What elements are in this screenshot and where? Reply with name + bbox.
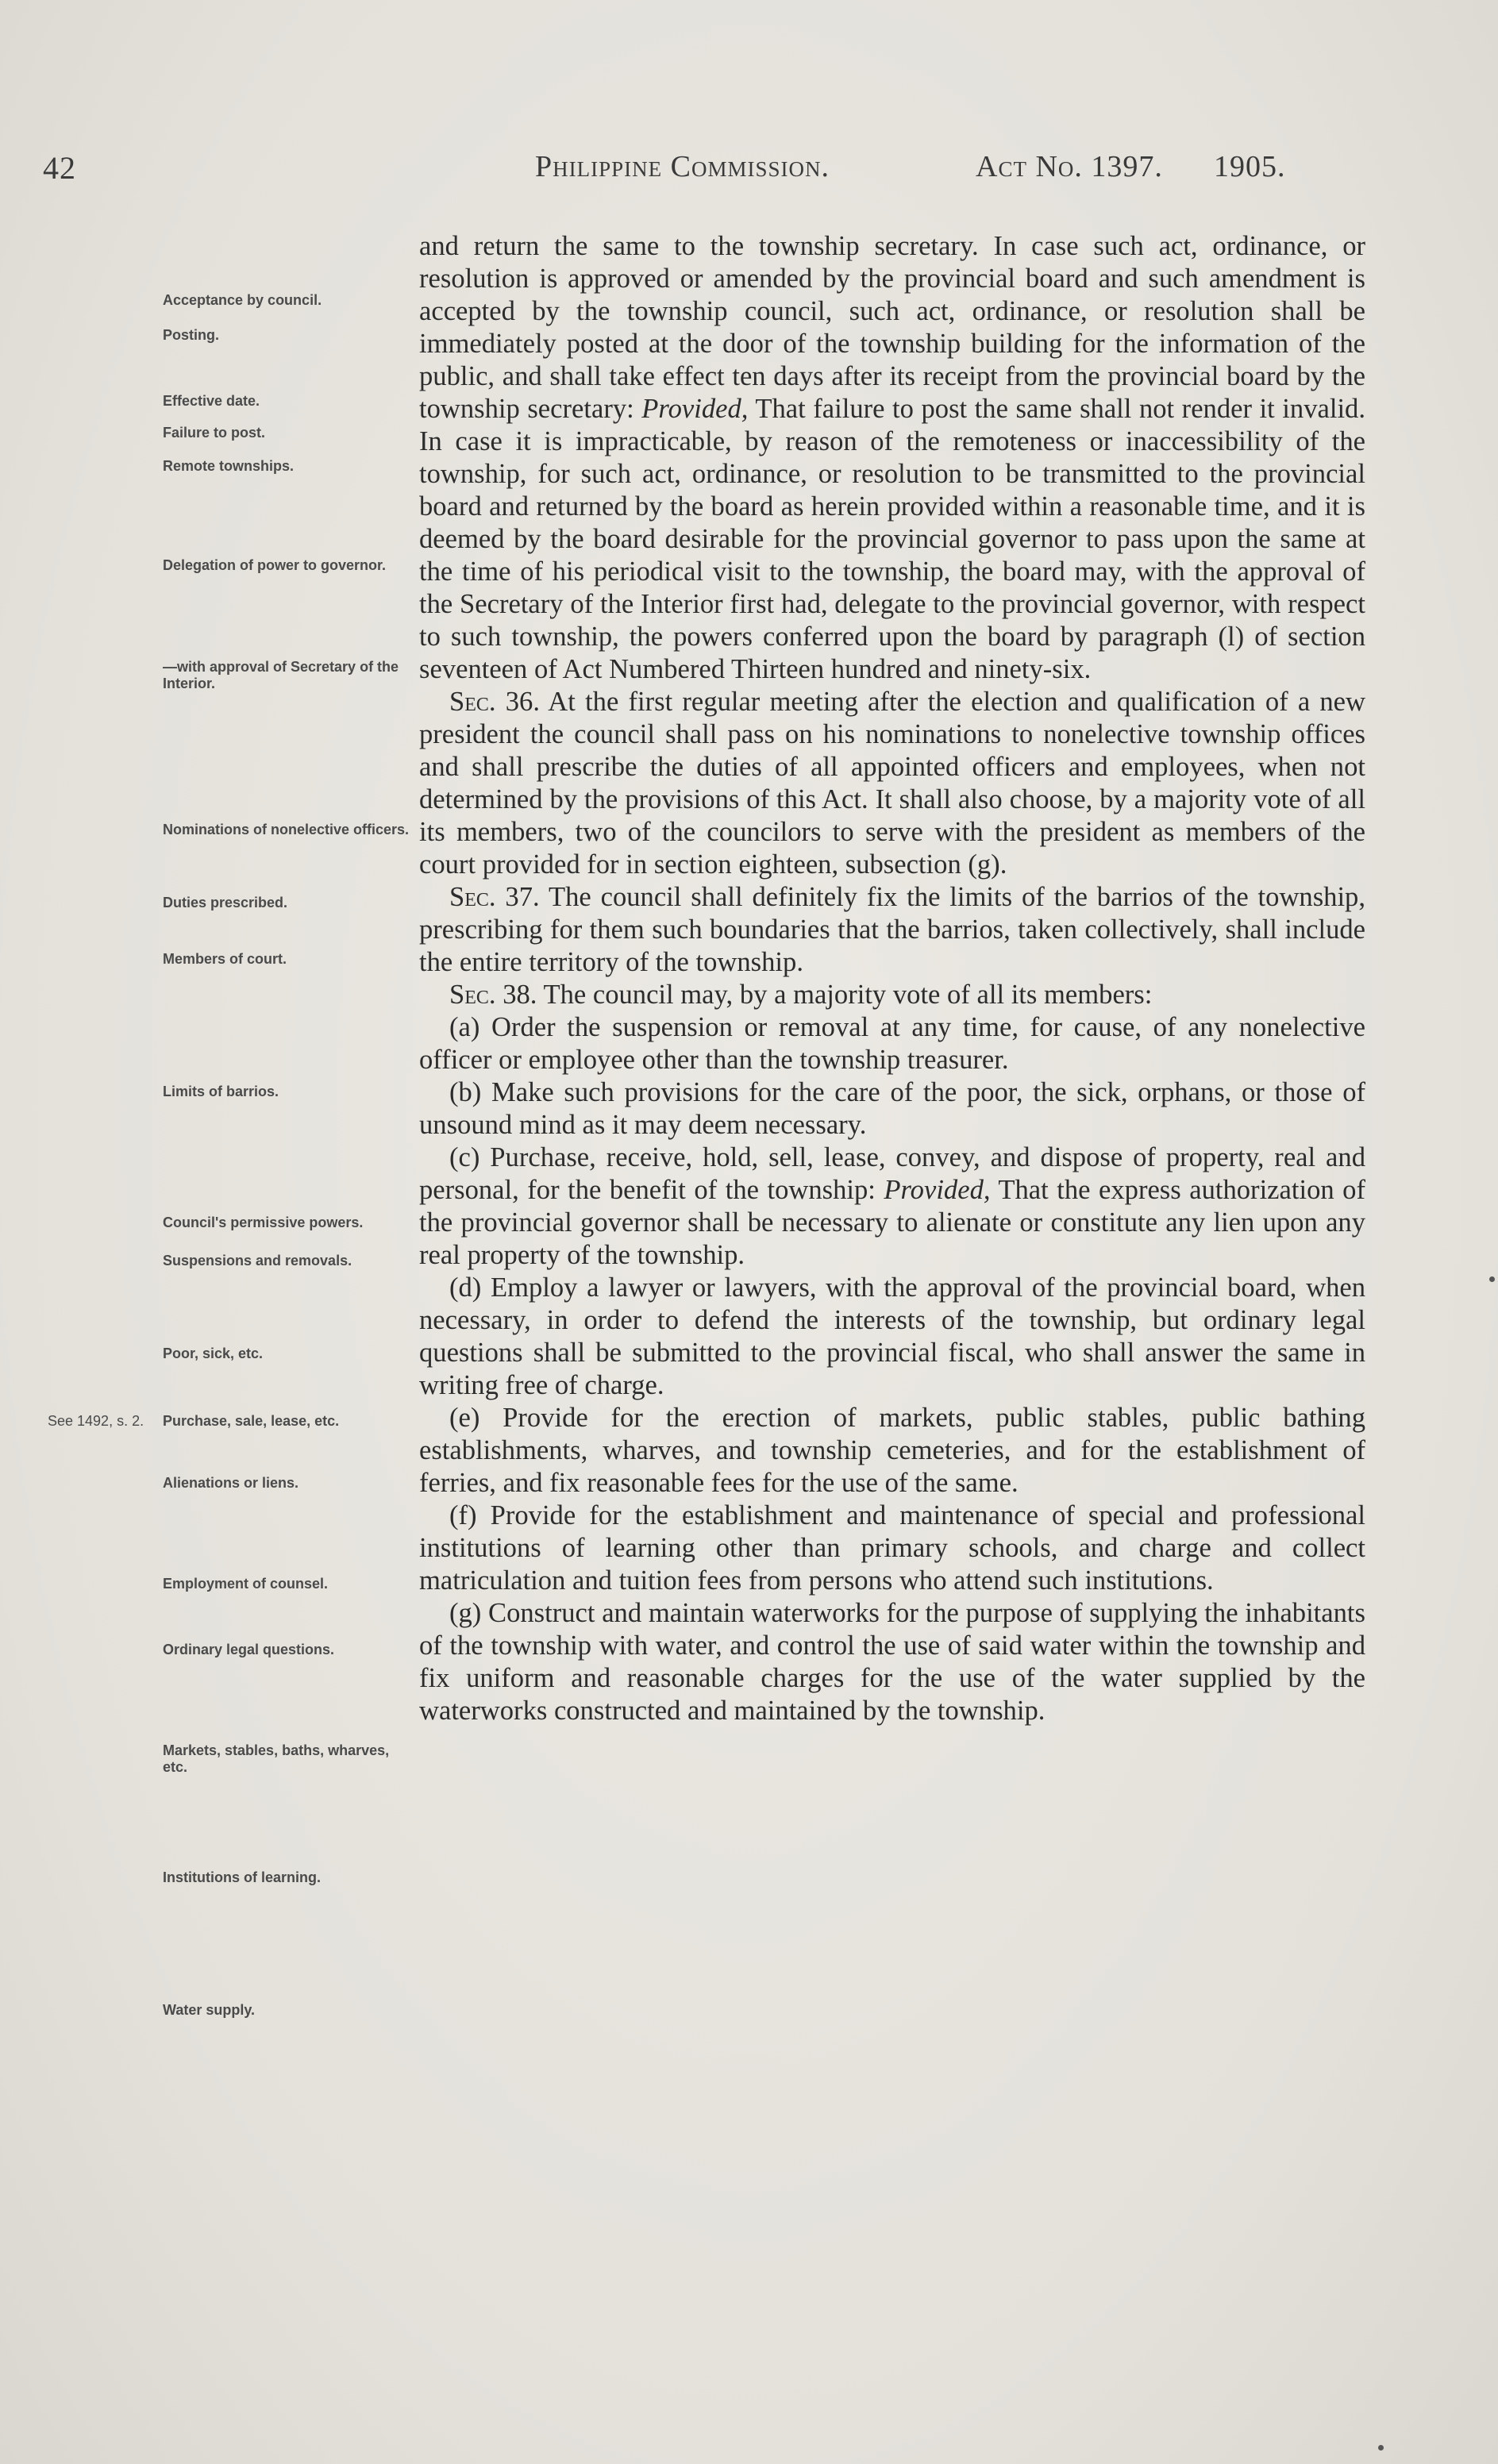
- margin-note: Ordinary legal questions.: [163, 1642, 335, 1657]
- clause-g: (g) Construct and maintain waterworks for the purpose of supplying the inhabitants of the township with water, and control the use of said water within the township and fix uniform and reasonable charges for the use of the water supplied by the waterworks constructed and maintained by the township.: [419, 1598, 1365, 1726]
- margin-note: Alienations or liens.: [163, 1475, 299, 1491]
- margin-note: Delegation of power to governor.: [163, 557, 387, 573]
- clause-d: (d) Employ a lawyer or lawyers, with the approval of the provincial board, when necessary, in order to defend the interests of the township, but ordinary legal questions shall be submitted to the provincial fiscal, who shall answer the same in writing free of charge.: [419, 1272, 1365, 1400]
- section-38: Sec. 38. The council may, by a majority vote of all its members:: [449, 980, 1153, 1010]
- margin-note: Members of court.: [163, 951, 287, 967]
- margin-note: Markets, stables, baths, wharves, etc.: [163, 1742, 390, 1775]
- margin-note: Remote townships.: [163, 458, 295, 474]
- body-text: [419, 230, 1365, 1727]
- section-36: Sec. 36. At the first regular meeting after the election and qualification of a new president the council shall pass on his nominations to nonelective township offices and shall prescribe the duties of all appointed officers and employees, when not determined by the provisions of this Act. It shall also choose, by a majority vote of all its members, two of the councilors to serve with the president as members of the court provided for in section eighteen, subsection (g).: [419, 687, 1365, 880]
- margin-note: Purchase, sale, lease, etc.: [163, 1413, 340, 1429]
- year: 1905.: [1214, 150, 1286, 183]
- clause-e: (e) Provide for the erection of markets, public stables, public bathing establishments, wharves, and township cemeteries, and for the establishment of ferries, and fix reasonable fees for the use of the same.: [419, 1403, 1365, 1498]
- margin-note: Institutions of learning.: [163, 1869, 321, 1885]
- margin-note: Employment of counsel.: [163, 1576, 329, 1592]
- margin-note: Effective date.: [163, 393, 260, 409]
- margin-note: Failure to post.: [163, 425, 266, 441]
- page-header: [43, 149, 1286, 189]
- act-number: Act No. 1397.: [976, 150, 1163, 183]
- margin-note: Council's permissive powers.: [163, 1215, 364, 1230]
- margin-note: Poor, sick, etc.: [163, 1346, 264, 1361]
- margin-note: Duties prescribed.: [163, 895, 288, 911]
- margin-note: Posting.: [163, 327, 219, 343]
- running-title: Philippine Commission.: [535, 150, 830, 183]
- cross-reference: See 1492, s. 2.: [48, 1413, 144, 1429]
- margin-note: Water supply.: [163, 2002, 256, 2018]
- margin-note: Nominations of nonelective officers.: [163, 822, 410, 837]
- clause-b: (b) Make such provisions for the care of the poor, the sick, orphans, or those of unsound mind as it may deem necessary.: [419, 1077, 1365, 1140]
- margin-note: Limits of barrios.: [163, 1084, 279, 1099]
- clause-a: (a) Order the suspension or removal at any time, for cause, of any nonelective officer or employee other than the township treasurer.: [419, 1012, 1365, 1075]
- scan-speck: [1378, 2445, 1384, 2451]
- margin-note: Suspensions and removals.: [163, 1253, 352, 1269]
- margin-note: —with approval of Secretary of the Interior.: [163, 659, 399, 691]
- margin-note: Acceptance by council.: [163, 292, 322, 308]
- paragraph-continuation: and return the same to the township secretary. In case such act, ordinance, or resolution is approved or amended by the provincial board and such amendment is accepted by the township council, such act, ordinance, or resolution shall be immediately posted at the door of the township building for the information of the public, and shall take effect ten days after its receipt from the provincial board by the township secretary: Provided, That failure to post the same shall not render it invalid. In case it is impracticable, by reason of the remoteness or inaccessibility of the township, for such act, ordinance, or resolution to be transmitted to the provincial board and returned by the board as herein provided within a reasonable time, and it is deemed by the board desirable for the provincial governor to pass upon the same at the time of his periodical visit to the township, the board may, with the approval of the Secretary of the Interior first had, delegate to the provincial governor, with respect to such township, the powers conferred upon the board by paragraph (l) of section seventeen of Act Numbered Thirteen hundred and ninety-six.: [419, 231, 1365, 684]
- scan-speck: [1489, 1276, 1495, 1282]
- clause-c: (c) Purchase, receive, hold, sell, lease, convey, and dispose of property, real and personal, for the benefit of the township: Provided, That the express authorization of the provincial governor shall be necessary to alienate or constitute any lien upon any real property of the township.: [419, 1142, 1365, 1270]
- clause-f: (f) Provide for the establishment and maintenance of special and professional institutions of learning other than primary schools, and charge and collect matriculation and tuition fees from persons who attend such institutions.: [419, 1500, 1365, 1596]
- page-number: 42: [43, 150, 76, 186]
- section-37: Sec. 37. The council shall definitely fix the limits of the barrios of the township, prescribing for them such boundaries that the barrios, taken collectively, shall include the entire territory of the township.: [419, 882, 1365, 977]
